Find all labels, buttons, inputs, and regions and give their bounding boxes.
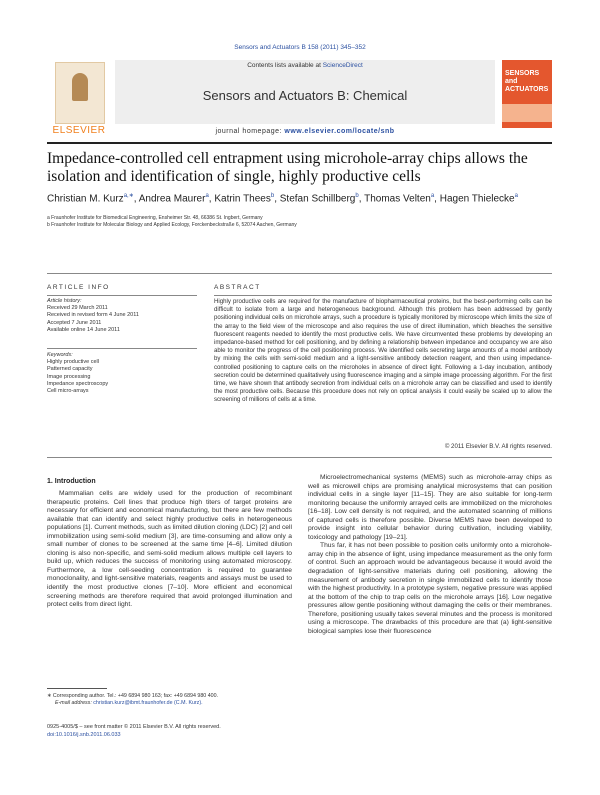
corresponding-author: ∗ Corresponding author. Tel.: +49 6894 980 163; fax: +49 6894 980 400.: [47, 693, 219, 699]
info-divider: [47, 295, 197, 296]
affiliation-a: a Fraunhofer Institute for Biomedical Engineering, Ensheimer Str. 48, 66386 St. Ingbert, Germany: [47, 215, 263, 221]
abstract-bottom-divider: [47, 457, 552, 458]
affiliations: [47, 215, 552, 229]
issn-line: 0925-4005/$ – see front matter © 2011 Elsevier B.V. All rights reserved.: [47, 724, 221, 730]
affiliation-b: b Fraunhofer Institute for Molecular Biology and Applied Ecology, Forckenbeckstraße 6, 52074 Aachen, Germany: [47, 222, 297, 228]
left-column: [47, 490, 292, 610]
front-matter: [47, 724, 221, 739]
copyright: © 2011 Elsevier B.V. All rights reserved.: [444, 443, 552, 450]
history-item: Received in revised form 4 June 2011: [47, 312, 139, 319]
abstract-text: Highly productive cells are required for the manufacture of biopharmaceutical proteins, but the best-performing cells can be difficult to isolate from a large and heterogeneous background. Although this problem has been addressed by gently positioning individual cells on microhole arrays, such a procedure is typically monitored by microscope which limits the size of the array to the field view of the microscope and also requires the use of direct illumination, which bleaches the sensitive fluorescent reagents needed to identify the most productive cells. We have circumvented these problems by developing an impedance-based method for cell positioning, and by defining a relationship between impedance and occupancy we are also able to monitor the progress of the cell positioning process. We identified cells secreting large amounts of a model antibody by mixing the cells with semi-solid medium and a light-sensitive antibody detection reagent, and then using impedance-controlled positioning to capture cells on the microholes in absence of direct light. Following a 1-day incubation, antibody secretion could be determined qualitatively using fluorescence imaging and a simple image processing algorithm. For the first time, we have shown that antibody secretion from individual cells on a microhole array can be classified and used to identify the most productive cells. Because this procedure does not rely on optical analysis it could easily be scaled up to allow the screening of millions of cells at a time.: [214, 298, 552, 404]
keywords: Keywords: Highly productive cell Patterned capacity Image processing Impedance spectroscopy Cell micro-arrays: [47, 352, 197, 395]
journal-reference[interactable]: Sensors and Actuators B 158 (2011) 345–352: [234, 44, 366, 51]
email-link[interactable]: christian.kurz@ibmt.fraunhofer.de (C.M. Kurz).: [93, 700, 203, 706]
abstract-heading: ABSTRACT: [214, 284, 261, 291]
section-heading: 1. Introduction: [47, 478, 96, 485]
journal-cover-image[interactable]: [502, 60, 552, 128]
journal-header: [47, 58, 552, 140]
author-list: Christian M. Kurz$^{a,∗}$, Andrea Maurer$^a$, Katrin Thees$^b$, Stefan Schillberg$^b$, Thomas Velten$^a$, Hagen Thielecke$^a$: [47, 193, 518, 205]
divider: [47, 273, 552, 274]
tree-icon: [55, 62, 105, 124]
contents-line: Contents lists available at ScienceDirect: [247, 62, 363, 69]
paragraph: Thus far, it has not been possible to position cells uniformly onto a microhole-array chip in the absence of light, using impedance measurement as the only form of control. Such an approach would be advantageous because it would avoid the degradation of light-sensitive materials during cell positioning, allowing the measurement of antibody secretion in single immobilized cells to identify those with the highest productivity. In a prototype system, negative pressure was applied at the bottom of the chip to trap cells on the microhole arrays [16]. Low negative pressures allow gentle positioning without damaging the cells or their membranes. Therefore, positioning usually takes several minutes and the process is monitored using a microscope. The drawbacks of this procedure are that (a) light-sensitive biological samples lose their fluorescence: [308, 542, 552, 635]
right-column: [308, 474, 552, 636]
keyword: Image processing: [47, 373, 91, 380]
paragraph: Mammalian cells are widely used for the production of recombinant therapeutic proteins. Cell lines that produce high titers of target proteins are necessary for efficient and economical manufacturing, but there are few methods available that can identify and select highly productive cells in heterogeneous populations [1]. Current methods, such as limited dilution cloning (LDC) [2] and cell immobilization using semi-solid medium [3], are time-consuming and allow only a small number of clones to be screened at the same time [4–6]. Limited dilution cloning is also non-specific, and semi-solid medium allows multiple cell layers to build up, which reduces the success of monitoring using automated microscopy. Furthermore, a low cell-seeding concentration is required to guarantee monoclonality, and light-sensitive materials, reagents and assays must be used to identify the most productive clones [7–10]. More efficient and economical screening methods are therefore required that avoid prolonged illumination and protect cells from direct light.: [47, 490, 292, 609]
cover-title: SENSORS and ACTUATORS: [505, 70, 549, 93]
journal-homepage: journal homepage: www.elsevier.com/locate/snb: [215, 128, 395, 135]
history-item: Received 29 March 2011: [47, 305, 108, 312]
paragraph: Microelectromechanical systems (MEMS) such as microhole-array chips as well as microwell chips are promising analytical microsystems that can position individual cells in a single layer [11–15]. They are also suitable for long-term monitoring because the uniformly arrayed cells are immobilized on the microholes [16–18]. Low cell density is not required, and the automated scanning of millions of captured cells is therefore possible. Diverse MEMS have been developed to provide insight into cellular behavior during cultivation, including viability, toxicology and pathology [19–21].: [308, 474, 552, 541]
footnotes: ∗ Corresponding author. Tel.: +49 6894 980 163; fax: +49 6894 980 400. E-mail address: christian.kurz@ibmt.fraunhofer.de (C.M. Kurz).: [47, 693, 292, 707]
cover-band: [502, 104, 552, 122]
history-item: Accepted 7 June 2011: [47, 319, 102, 326]
article-info-heading: ARTICLE INFO: [47, 284, 110, 291]
journal-title: Sensors and Actuators B: Chemical: [202, 88, 408, 103]
journal-banner: [115, 60, 495, 124]
elsevier-logo[interactable]: [47, 62, 111, 136]
footnote-rule: [47, 688, 107, 689]
abstract-divider: [214, 295, 552, 296]
doi-link[interactable]: doi:10.1016/j.snb.2011.06.033: [47, 731, 121, 738]
keywords-divider: [47, 348, 197, 349]
keyword: Highly productive cell: [47, 359, 99, 366]
keyword: Patterned capacity: [47, 366, 93, 373]
header-divider: [47, 142, 552, 144]
keyword: Cell micro-arrays: [47, 388, 89, 395]
keyword: Impedance spectroscopy: [47, 380, 109, 387]
article-history: Article history: Received 29 March 2011 Received in revised form 4 June 2011 Accepted 7 June 2011 Available online 14 June 2011: [47, 298, 197, 334]
history-item: Available online 14 June 2011: [47, 326, 120, 333]
publisher-logo-text: ELSEVIER: [52, 125, 106, 136]
sciencedirect-link[interactable]: ScienceDirect: [322, 62, 363, 69]
homepage-link[interactable]: www.elsevier.com/locate/snb: [284, 128, 395, 135]
article-title: Impedance-controlled cell entrapment using microhole-array chips allows the isolation and identification of single, highly productive cells: [47, 150, 528, 185]
